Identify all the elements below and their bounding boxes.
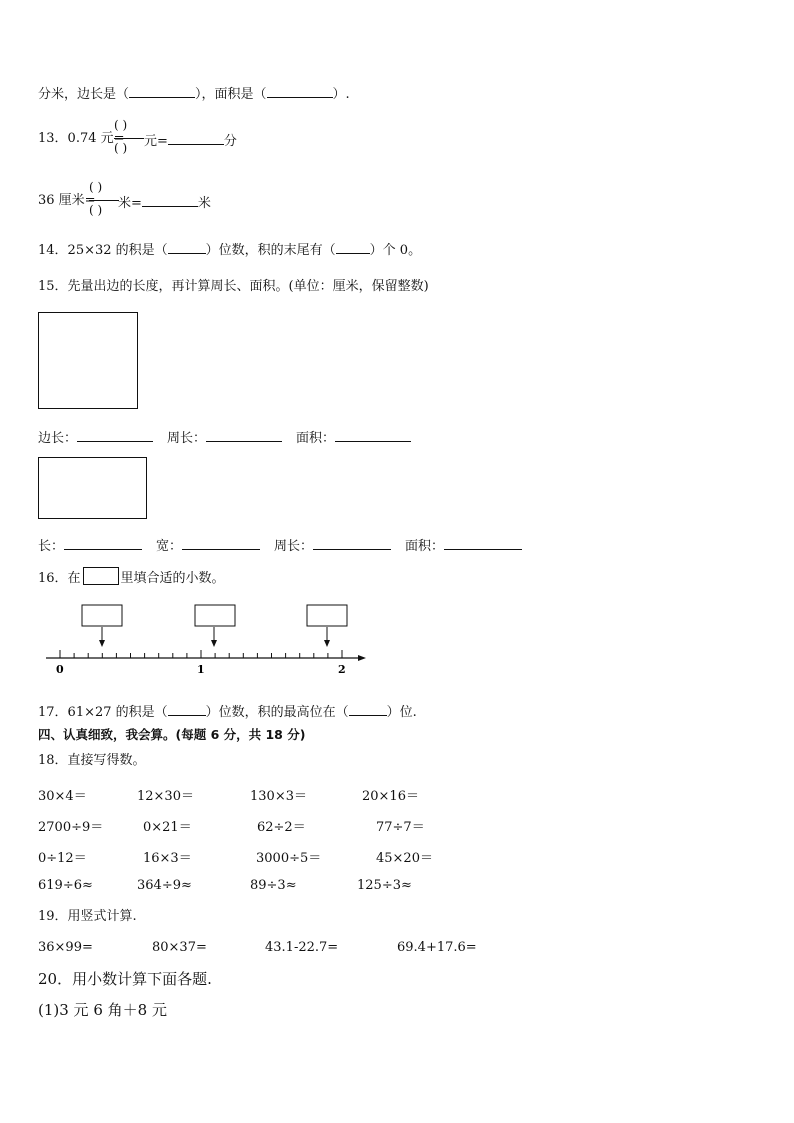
q18-item: 0×21＝ [143, 820, 192, 835]
q15-title: 15．先量出边的长度，再计算周长、面积。(单位：厘米，保留整数) [38, 279, 429, 294]
q18-item: 62÷2＝ [257, 820, 306, 835]
q19-item: 43.1-22.7= [265, 940, 339, 955]
q18-title: 18．直接写得数。 [38, 753, 146, 768]
q12-side-blank[interactable] [129, 84, 195, 98]
q16-text-2: 里填合适的小数。 [120, 571, 225, 586]
q16-tick-label-2: 2 [338, 663, 346, 676]
q15-area-blank[interactable] [335, 428, 411, 442]
section-4-heading: 四、认真细致，我会算。(每题 6 分，共 18 分) [38, 727, 306, 742]
q18-item: 0÷12＝ [38, 851, 87, 866]
q16-text-1: 16．在 [38, 571, 81, 586]
q13-fraction-denominator-1: ( ) [114, 141, 128, 155]
q16-number-line [0, 600, 794, 690]
q18-item: 2700÷9＝ [38, 820, 104, 835]
q16-inline-box [83, 567, 119, 585]
q18-item: 89÷3≈ [250, 878, 297, 893]
q15-area-label: 面积： [296, 431, 336, 446]
q15-perim-label: 周长： [167, 431, 207, 446]
q19-title: 19．用竖式计算. [38, 909, 137, 924]
q18-item: 619÷6≈ [38, 878, 93, 893]
q13-fraction-bar-2 [89, 200, 119, 201]
q17-place-blank[interactable] [349, 702, 387, 716]
q12-tail [38, 84, 350, 103]
q16-ticks [60, 650, 342, 658]
q18-item: 16×3＝ [143, 851, 192, 866]
q15-rect-answers [38, 536, 522, 555]
q16-answer-box-2[interactable] [195, 605, 235, 626]
q13-mi-eq: 米= [118, 196, 142, 211]
q13-fen-blank[interactable] [168, 131, 224, 145]
q13-fraction-denominator-2: ( ) [89, 203, 103, 217]
q13-fraction-numerator-1: ( ) [114, 118, 128, 132]
q16-instruction [38, 567, 225, 587]
q16-arrow-2 [211, 627, 217, 647]
q13-line2-b [118, 193, 211, 212]
q13-fraction-numerator-2: ( ) [89, 180, 103, 194]
q15-wid-label: 宽： [156, 539, 183, 554]
q16-arrow-3 [324, 627, 330, 647]
q13-line1-a: 13．0.74 元= [38, 131, 125, 146]
q12-text-2: ），面积是（ [195, 87, 267, 102]
q14-text-3: ）个 0。 [369, 243, 422, 258]
q20-part-1: (1)3 元 6 角＋8 元 [38, 1001, 167, 1019]
q15-side-blank[interactable] [77, 428, 153, 442]
q19-item: 80×37= [152, 940, 207, 955]
q15-len-label: 长： [38, 539, 65, 554]
q17 [38, 702, 417, 721]
q15-rperim-label: 周长： [274, 539, 314, 554]
q14 [38, 240, 421, 259]
q20-title: 20．用小数计算下面各题. [38, 970, 212, 988]
q13-line2-a: 36 厘米= [38, 193, 96, 208]
q15-square-answers [38, 428, 411, 447]
q18-item: 20×16＝ [362, 789, 419, 804]
q14-text-1: 14．25×32 的积是（ [38, 243, 168, 258]
q16-answer-box-1[interactable] [82, 605, 122, 626]
q18-item: 125÷3≈ [357, 878, 412, 893]
q13-fen-unit: 分 [223, 134, 237, 149]
q12-text-1: 分米，边长是（ [38, 87, 130, 102]
q15-rectangle-figure [38, 457, 147, 519]
q15-square-figure [38, 312, 138, 409]
q18-item: 45×20＝ [376, 851, 433, 866]
q15-rarea-label: 面积： [405, 539, 445, 554]
q17-digits-blank[interactable] [168, 702, 206, 716]
q15-perim-blank[interactable] [206, 428, 282, 442]
q17-text-1: 17．61×27 的积是（ [38, 705, 168, 720]
q17-text-3: ）位. [386, 705, 417, 720]
q18-item: 3000÷5＝ [256, 851, 322, 866]
q15-len-blank[interactable] [64, 536, 142, 550]
q13-yuan-eq: 元= [144, 134, 168, 149]
q18-item: 30×4＝ [38, 789, 87, 804]
q19-item: 69.4+17.6= [397, 940, 477, 955]
q14-text-2: ）位数，积的末尾有（ [205, 243, 336, 258]
q15-side-label: 边长： [38, 431, 78, 446]
q12-text-3: ）. [332, 87, 350, 102]
q13-mi-unit: 米 [197, 196, 211, 211]
q15-rperim-blank[interactable] [313, 536, 391, 550]
q18-item: 364÷9≈ [137, 878, 192, 893]
q14-zeros-blank[interactable] [336, 240, 370, 254]
q15-rarea-blank[interactable] [444, 536, 522, 550]
q16-arrow-1 [99, 627, 105, 647]
q16-axis-arrowhead [358, 655, 366, 661]
q16-answer-box-3[interactable] [307, 605, 347, 626]
q13-line1-b [144, 131, 237, 150]
q12-area-blank[interactable] [267, 84, 333, 98]
q19-item: 36×99= [38, 940, 93, 955]
q13-mi-blank[interactable] [142, 193, 198, 207]
q18-item: 12×30＝ [137, 789, 194, 804]
q17-text-2: ）位数，积的最高位在（ [205, 705, 349, 720]
q13-fraction-bar-1 [114, 138, 144, 139]
q18-item: 77÷7＝ [376, 820, 425, 835]
q18-item: 130×3＝ [250, 789, 307, 804]
q16-tick-label-1: 1 [197, 663, 205, 676]
q15-wid-blank[interactable] [182, 536, 260, 550]
q14-digits-blank[interactable] [168, 240, 206, 254]
q16-tick-label-0: 0 [56, 663, 64, 676]
